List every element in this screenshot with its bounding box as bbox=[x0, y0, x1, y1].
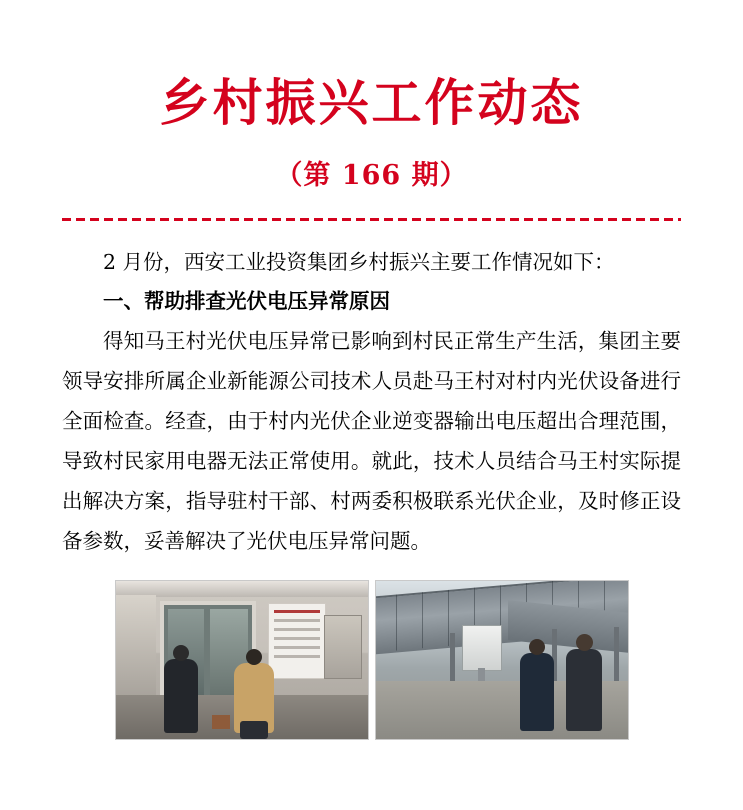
wall-poster-shape bbox=[268, 603, 326, 679]
page-title: 乡村振兴工作动态 bbox=[159, 73, 584, 132]
support-post-shape bbox=[614, 627, 619, 685]
person-dark-jacket-shape bbox=[164, 659, 198, 733]
section-heading-1: 一、帮助排查光伏电压异常原因 bbox=[103, 289, 390, 314]
photo-row bbox=[62, 580, 681, 740]
photo-right bbox=[375, 580, 629, 740]
inverter-box-shape bbox=[462, 625, 502, 671]
person-left-shape bbox=[520, 653, 554, 731]
section-body-1: 得知马王村光伏电压异常已影响到村民正常生产生活，集团主要领导安排所属企业新能源公司技术人员赴马王村对村内光伏设备进行全面检查。经查，由于村内光伏企业逆变器输出电压超出合理范围，导致村民家用电器无法正常使用。就此，技术人员结合马王村实际提出解决方案，指导驻村干部、村两委积极联系光伏企业，及时修正设备参数，妥善解决了光伏电压异常问题。 bbox=[62, 329, 681, 554]
stool-shape bbox=[212, 715, 230, 729]
photo-left bbox=[115, 580, 369, 740]
issue-number: （第 166 期） bbox=[275, 159, 468, 191]
person-right-shape bbox=[566, 649, 602, 731]
cabinet-shape bbox=[324, 615, 362, 679]
document-body bbox=[62, 221, 681, 563]
person-tan-jacket-shape bbox=[234, 663, 274, 733]
intro-paragraph: 2 月份，西安工业投资集团乡村振兴主要工作情况如下： bbox=[103, 249, 615, 274]
